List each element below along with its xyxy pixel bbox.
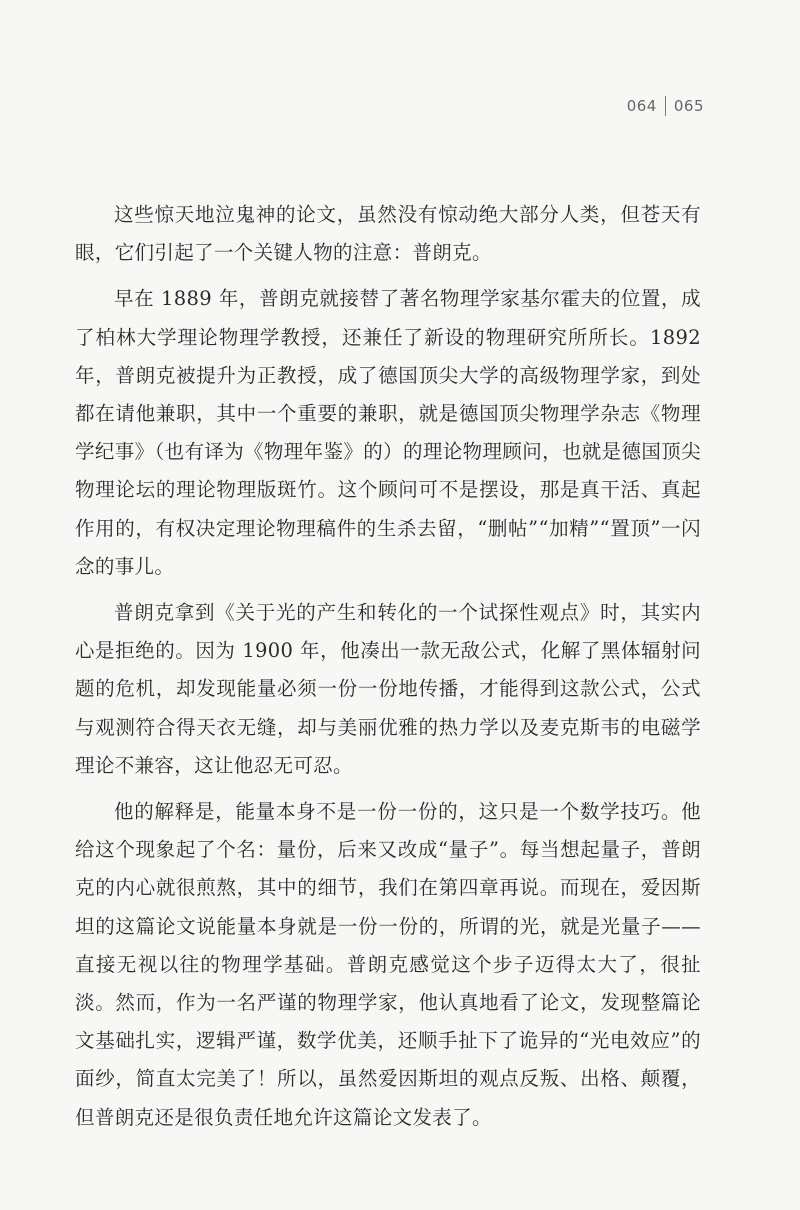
paragraph-2: 早在 1889 年，普朗克就接替了著名物理学家基尔霍夫的位置，成了柏林大学理论物理学教授，还兼任了新设的物理研究所所长。1892 年，普朗克被提升为正教授，成了德国顶尖大学的高级物理学家，到处都在请他兼职，其中一个重要的兼职，就是德国顶尖物理学杂志《物理学纪事》（也有译为《物理年鉴》的）的理论物理顾问，也就是德国顶尖物理论坛的理论物理版斑竹。这个顾问可不是摆设，那是真干活、真起作用的，有权决定理论物理稿件的生杀去留，“删帖”“加精”“置顶”一闪念的事儿。: [75, 287, 701, 578]
body-text: [75, 196, 701, 1145]
paragraph-3: 普朗克拿到《关于光的产生和转化的一个试探性观点》时，其实内心是拒绝的。因为 1900 年，他凑出一款无敌公式，化解了黑体辐射问题的危机，却发现能量必须一份一份地传播，才能得到这款公式，公式与观测符合得天衣无缝，却与美丽优雅的热力学以及麦克斯韦的电磁学理论不兼容，这让他忍无可忍。: [75, 601, 701, 777]
paragraph-1: 这些惊天地泣鬼神的论文，虽然没有惊动绝大部分人类，但苍天有眼，它们引起了一个关键人物的注意：普朗克。: [75, 203, 701, 265]
right-page-number: 065: [673, 97, 704, 115]
paragraph-4: 他的解释是，能量本身不是一份一份的，这只是一个数学技巧。他给这个现象起了个名：量份，后来又改成“量子”。每当想起量子，普朗克的内心就很煎熬，其中的细节，我们在第四章再说。而现在，爱因斯坦的这篇论文说能量本身就是一份一份的，所谓的光，就是光量子——直接无视以往的物理学基础。普朗克感觉这个步子迈得太大了，很扯淡。然而，作为一名严谨的物理学家，他认真地看了论文，发现整篇论文基础扎实，逻辑严谨，数学优美，还顺手扯下了诡异的“光电效应”的面纱，简直太完美了！所以，虽然爱因斯坦的观点反叛、出格、颠覆，但普朗克还是很负责任地允许这篇论文发表了。: [75, 800, 701, 1129]
page-number-divider: [665, 96, 666, 116]
page-number-header: [627, 96, 704, 116]
left-page-number: 064: [626, 97, 657, 115]
